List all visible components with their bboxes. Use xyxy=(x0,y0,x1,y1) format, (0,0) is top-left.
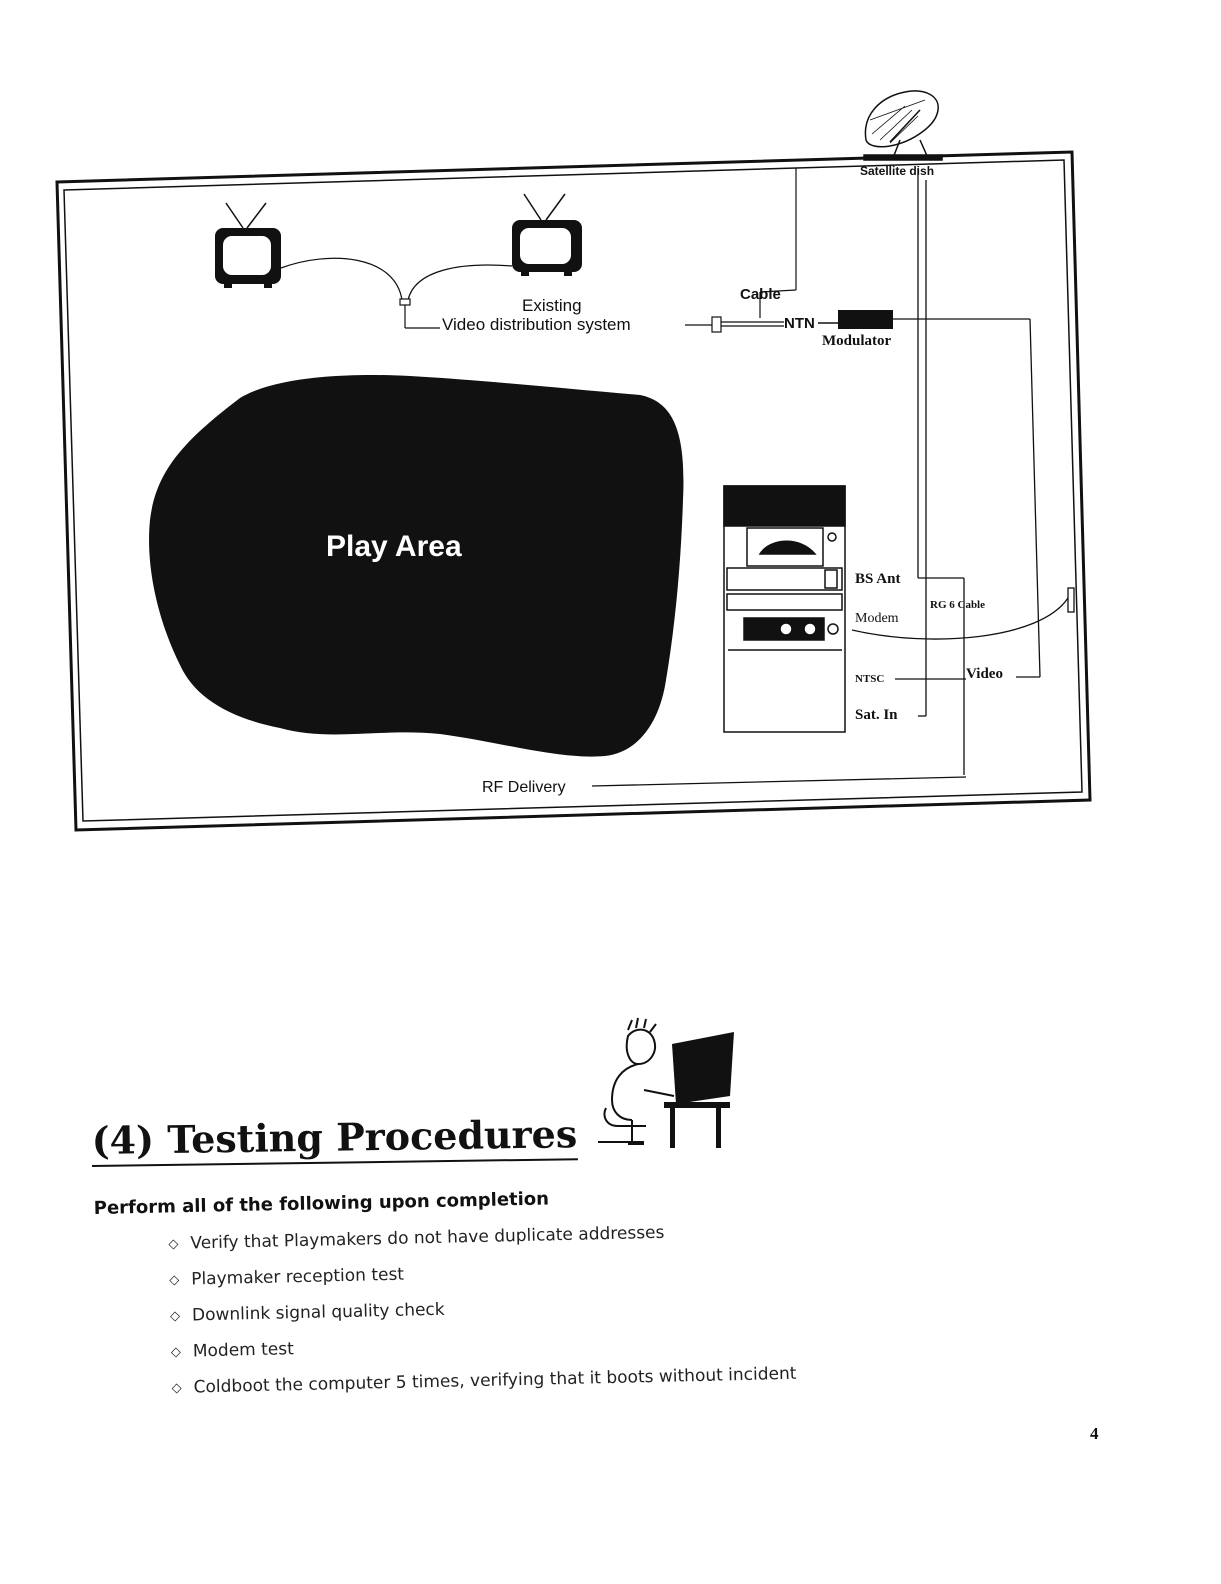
diamond-bullet-icon: ◇ xyxy=(170,1344,182,1360)
diamond-bullet-icon: ◇ xyxy=(169,1272,180,1288)
list-item-text: Coldboot the computer 5 times, verifying that it boots without incident xyxy=(193,1363,797,1398)
list-item-text: Playmaker reception test xyxy=(190,1264,405,1290)
cable-label: Cable xyxy=(740,286,781,303)
ntn-label: NTN xyxy=(784,315,815,332)
video-distribution-label: Video distribution system xyxy=(442,315,631,334)
list-item-text: Downlink signal quality check xyxy=(191,1299,445,1326)
section-title: (4) Testing Procedures xyxy=(91,1111,577,1167)
play-area-blob xyxy=(149,375,683,757)
video-label: Video xyxy=(966,666,1003,682)
section-subheading: Perform all of the following upon completion xyxy=(93,1188,550,1219)
tv-icon xyxy=(512,194,582,276)
existing-label: Existing xyxy=(522,296,582,315)
modem-label: Modem xyxy=(855,611,899,626)
rg6-cable-label: RG 6 Cable xyxy=(930,599,985,611)
play-area-label: Play Area xyxy=(326,530,462,563)
person-at-computer-icon xyxy=(584,1016,744,1152)
satellite-dish-icon xyxy=(864,91,942,160)
bs-ant-label: BS Ant xyxy=(855,571,901,587)
modulator-label: Modulator xyxy=(822,333,892,349)
playmaker-cabinet-icon xyxy=(724,486,845,732)
satellite-dish-label: Satellite dish xyxy=(860,164,935,178)
sat-in-label: Sat. In xyxy=(855,707,898,723)
tv-icon xyxy=(215,203,281,288)
list-item-text: Modem test xyxy=(192,1339,294,1362)
modulator-box-icon xyxy=(838,310,893,329)
ntsc-label: NTSC xyxy=(855,673,885,685)
diamond-bullet-icon: ◇ xyxy=(171,1380,182,1396)
page-number: 4 xyxy=(1090,1424,1099,1443)
diamond-bullet-icon: ◇ xyxy=(168,1236,179,1252)
rf-delivery-label: RF Delivery xyxy=(482,779,566,796)
diamond-bullet-icon: ◇ xyxy=(169,1308,181,1324)
list-item-text: Verify that Playmakers do not have duplicate addresses xyxy=(190,1222,665,1254)
procedure-list xyxy=(168,1212,797,1406)
